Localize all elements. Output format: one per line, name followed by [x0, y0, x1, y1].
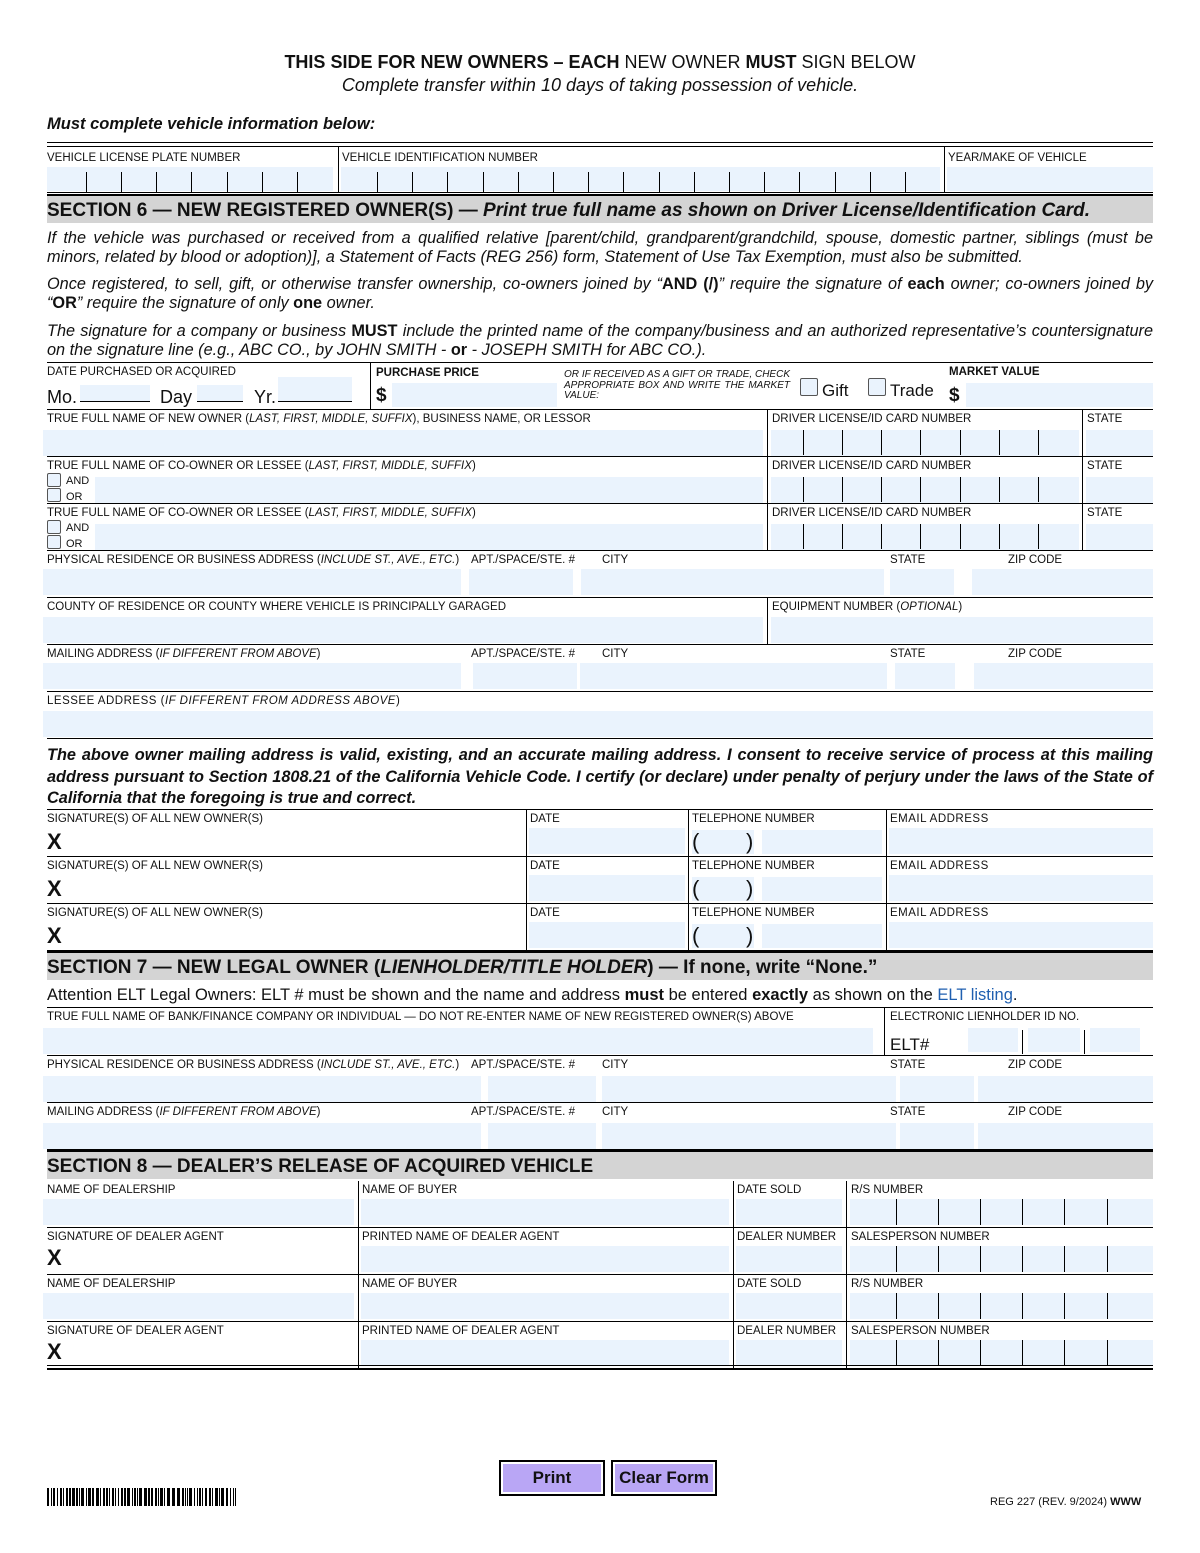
dl-state-input[interactable]: [1086, 524, 1153, 550]
elt-input-1[interactable]: [968, 1028, 1018, 1052]
area-close-paren: ): [746, 876, 754, 901]
and-label: AND: [66, 475, 90, 487]
market-dollar: $: [949, 385, 960, 406]
signature-x: X: [47, 923, 62, 948]
rs-number-label: R/S NUMBER: [851, 1278, 924, 1290]
lien-state-label: STATE: [890, 1059, 926, 1071]
salesperson-number-label: SALESPERSON NUMBER: [851, 1231, 990, 1243]
business-signature-note: The signature for a company or business MUST include the printed name of the company/business and an authorized representative’s countersignature on the signature line (e.g., ABC CO., by JOHN SMITH - or - JOSEPH SMITH for ABC CO.).: [47, 322, 1154, 359]
coowner-name-input[interactable]: [95, 524, 763, 550]
barcode-bar: [148, 1488, 150, 1506]
phone-input[interactable]: [762, 877, 882, 901]
barcode-bar: [209, 1488, 211, 1506]
barcode-bar: [112, 1488, 114, 1506]
barcode-bar: [221, 1488, 224, 1506]
sig-date-label: DATE: [530, 860, 560, 872]
city-label: CITY: [602, 554, 629, 566]
form-heading: THIS SIDE FOR NEW OWNERS – EACH NEW OWNER MUST SIGN BELOW: [284, 52, 916, 72]
market-value-input[interactable]: [966, 383, 1153, 407]
dealership-label: NAME OF DEALERSHIP: [47, 1184, 176, 1196]
mail-state-input[interactable]: [895, 663, 955, 689]
email-input[interactable]: [889, 828, 1153, 854]
area-code-input[interactable]: [692, 924, 754, 948]
email-input[interactable]: [889, 875, 1153, 901]
state-input[interactable]: [890, 569, 954, 595]
vin-input[interactable]: [341, 167, 940, 191]
barcode-bar: [124, 1488, 126, 1506]
email-input[interactable]: [889, 922, 1153, 948]
email-label: EMAIL ADDRESS: [890, 813, 989, 825]
barcode-bar: [197, 1488, 198, 1506]
month-label: Mo.: [47, 387, 78, 407]
signature-x: X: [47, 829, 62, 854]
mail-apt-label: APT./SPACE/STE. #: [471, 648, 575, 660]
barcode-bar: [118, 1488, 119, 1506]
gift-label: Gift: [822, 381, 849, 400]
dealership-input[interactable]: [43, 1293, 354, 1319]
section-6-header: SECTION 6 — NEW REGISTERED OWNER(S) — Print true full name as shown on Driver License/Identification Card.: [47, 194, 1153, 223]
lien-apt-label: APT./SPACE/STE. #: [471, 1106, 575, 1118]
owner-name-label: TRUE FULL NAME OF NEW OWNER (LAST, FIRST, MIDDLE, SUFFIX), BUSINESS NAME, OR LESSOR: [47, 413, 591, 425]
dl-number-label: DRIVER LICENSE/ID CARD NUMBER: [772, 507, 972, 519]
purchase-price-label: PURCHASE PRICE: [376, 367, 479, 379]
coowner-name-label: TRUE FULL NAME OF CO-OWNER OR LESSEE (LAST, FIRST, MIDDLE, SUFFIX): [47, 460, 476, 472]
lien-city-label: CITY: [602, 1059, 629, 1071]
barcode-bar: [160, 1488, 163, 1506]
barcode-bar: [53, 1488, 55, 1506]
owner-name-input[interactable]: [43, 430, 763, 456]
phone-input[interactable]: [762, 830, 882, 854]
owner-signature-line[interactable]: [70, 924, 520, 950]
agent-name-input[interactable]: [361, 1340, 729, 1366]
dealer-number-label: DEALER NUMBER: [737, 1231, 837, 1243]
barcode-bar: [96, 1488, 99, 1506]
barcode-bar: [88, 1488, 91, 1506]
lien-state-input[interactable]: [900, 1123, 974, 1149]
signature-x: X: [47, 876, 62, 901]
day-input[interactable]: [197, 385, 243, 402]
barcode-bar: [51, 1488, 52, 1506]
barcode-bar: [164, 1488, 165, 1506]
area-close-paren: ): [746, 829, 754, 854]
area-open-paren: (: [692, 829, 700, 854]
phone-label: TELEPHONE NUMBER: [692, 907, 815, 919]
barcode-bar: [230, 1488, 231, 1506]
barcode-bar: [115, 1488, 116, 1506]
form-id: REG 227 (REV. 9/2024) WWW: [990, 1496, 1142, 1508]
lien-zip-input[interactable]: [978, 1076, 1153, 1102]
email-label: EMAIL ADDRESS: [890, 860, 989, 872]
barcode-bar: [151, 1488, 153, 1506]
dealer-number-input[interactable]: [736, 1246, 842, 1272]
barcode-bar: [72, 1488, 75, 1506]
equipment-label: EQUIPMENT NUMBER (OPTIONAL): [772, 601, 963, 613]
physical-address-label: PHYSICAL RESIDENCE OR BUSINESS ADDRESS (INCLUDE ST., AVE., ETC.): [47, 554, 460, 566]
dl-number-label: DRIVER LICENSE/ID CARD NUMBER: [772, 460, 972, 472]
lien-apt-input[interactable]: [488, 1076, 596, 1102]
print-button[interactable]: Print: [499, 1460, 605, 1496]
lien-city-input[interactable]: [602, 1123, 896, 1149]
gift-trade-note: OR IF RECEIVED AS A GIFT OR TRADE, CHECK APPROPRIATE BOX AND WRITE THE MARKET VALUE:: [564, 369, 790, 401]
year-input[interactable]: [278, 377, 352, 402]
purchase-price-input[interactable]: [392, 383, 557, 407]
lessee-address-label: LESSEE ADDRESS (IF DIFFERENT FROM ADDRESS ABOVE): [47, 695, 401, 707]
sig-date-label: DATE: [530, 813, 560, 825]
barcode-bar: [57, 1488, 58, 1506]
lien-address-input[interactable]: [43, 1076, 481, 1102]
barcode-bar: [172, 1488, 175, 1506]
or-checkbox[interactable]: [47, 488, 61, 502]
barcode-bar: [60, 1488, 62, 1506]
barcode-bar: [127, 1488, 130, 1506]
rs-number-label: R/S NUMBER: [851, 1184, 924, 1196]
and-label: AND: [66, 522, 90, 534]
or-label: OR: [66, 538, 83, 550]
dealership-label: NAME OF DEALERSHIP: [47, 1278, 176, 1290]
dl-number-label: DRIVER LICENSE/ID CARD NUMBER: [772, 413, 972, 425]
sig-date-input[interactable]: [529, 828, 685, 854]
state-label: STATE: [890, 554, 926, 566]
mail-apt-input[interactable]: [473, 663, 577, 689]
barcode-bar: [81, 1488, 84, 1506]
sig-date-input[interactable]: [529, 875, 685, 901]
elt-prefix: ELT#: [890, 1035, 930, 1054]
salesperson-number-label: SALESPERSON NUMBER: [851, 1325, 990, 1337]
date-sold-input[interactable]: [736, 1199, 842, 1225]
lessee-address-input[interactable]: [43, 711, 1153, 737]
or-label: OR: [66, 491, 83, 503]
barcode-bar: [233, 1488, 234, 1506]
barcode-bar: [47, 1488, 49, 1506]
agent-name-label: PRINTED NAME OF DEALER AGENT: [362, 1325, 560, 1337]
barcode-bar: [63, 1488, 64, 1506]
barcode-bar: [199, 1488, 201, 1506]
lien-zip-label: ZIP CODE: [1008, 1106, 1063, 1118]
sig-date-label: DATE: [530, 907, 560, 919]
agent-signature-line[interactable]: [70, 1340, 350, 1366]
lienholder-address-label: PHYSICAL RESIDENCE OR BUSINESS ADDRESS (INCLUDE ST., AVE., ETC.): [47, 1059, 460, 1071]
dl-state-label: STATE: [1087, 460, 1123, 472]
dl-number-input[interactable]: [771, 430, 1079, 456]
barcode-bar: [177, 1488, 180, 1506]
agent-name-label: PRINTED NAME OF DEALER AGENT: [362, 1231, 560, 1243]
vehicle-info-note: Must complete vehicle information below:: [47, 115, 376, 133]
section-7-header: SECTION 7 — NEW LEGAL OWNER (LIENHOLDER/TITLE HOLDER) — If none, write “None.”: [47, 951, 1153, 980]
barcode-bar: [182, 1488, 184, 1506]
barcode-bar: [79, 1488, 80, 1506]
buyer-input[interactable]: [361, 1293, 729, 1319]
mail-state-label: STATE: [890, 648, 926, 660]
market-value-label: MARKET VALUE: [949, 366, 1040, 378]
elt-id-label: ELECTRONIC LIENHOLDER ID NO.: [890, 1011, 1080, 1023]
mail-city-label: CITY: [602, 648, 629, 660]
dealership-input[interactable]: [43, 1199, 354, 1225]
buyer-label: NAME OF BUYER: [362, 1278, 458, 1290]
area-open-paren: (: [692, 923, 700, 948]
month-input[interactable]: [80, 385, 150, 402]
plate-label: VEHICLE LICENSE PLATE NUMBER: [47, 152, 241, 164]
year-label: Yr.: [254, 387, 277, 407]
barcode-bar: [185, 1488, 186, 1506]
lien-address-input[interactable]: [43, 1123, 481, 1149]
section-8-header: SECTION 8 — DEALER’S RELEASE OF ACQUIRED VEHICLE: [47, 1150, 1153, 1179]
vin-label: VEHICLE IDENTIFICATION NUMBER: [342, 152, 538, 164]
barcode-bar: [106, 1488, 108, 1506]
county-input[interactable]: [43, 617, 763, 643]
dl-state-label: STATE: [1087, 507, 1123, 519]
barcode-bar: [187, 1488, 188, 1506]
area-code-input[interactable]: [692, 830, 754, 854]
zip-input[interactable]: [972, 569, 1153, 595]
area-open-paren: (: [692, 876, 700, 901]
mail-city-input[interactable]: [580, 663, 887, 689]
barcode-bar: [69, 1488, 71, 1506]
year-make-label: YEAR/MAKE OF VEHICLE: [948, 152, 1087, 164]
area-close-paren: ): [746, 923, 754, 948]
barcode-bar: [158, 1488, 159, 1506]
lien-apt-input[interactable]: [488, 1123, 596, 1149]
mailing-address-input[interactable]: [43, 663, 461, 689]
elt-input-3[interactable]: [1090, 1028, 1140, 1052]
barcode-bar: [219, 1488, 220, 1506]
barcode-bar: [235, 1488, 236, 1506]
lien-zip-input[interactable]: [978, 1123, 1153, 1149]
barcode-bar: [76, 1488, 78, 1506]
owner-signature-label: SIGNATURE(S) OF ALL NEW OWNER(S): [47, 907, 263, 919]
certification-text: The above owner mailing address is valid, existing, and an accurate mailing address. I consent to receive service of process at this mailing address pursuant to Section 1808.21 of the California Vehicle Code. I certify (or declare) under penalty of perjury under the laws of the State of California that the foregoing is true and correct.: [47, 746, 1153, 807]
elt-input-2[interactable]: [1028, 1028, 1080, 1052]
dealer-number-label: DEALER NUMBER: [737, 1325, 837, 1337]
dl-number-input[interactable]: [771, 477, 1079, 503]
trade-label: Trade: [890, 381, 934, 400]
lien-city-label: CITY: [602, 1106, 629, 1118]
day-label: Day: [160, 387, 193, 407]
barcode-bar: [139, 1488, 142, 1506]
barcode-bar: [134, 1488, 136, 1506]
barcode-bar: [109, 1488, 110, 1506]
mail-zip-input[interactable]: [974, 663, 1153, 689]
coowner-name-input[interactable]: [95, 477, 763, 503]
and-checkbox[interactable]: [47, 520, 61, 534]
bank-name-label: TRUE FULL NAME OF BANK/FINANCE COMPANY OR INDIVIDUAL — DO NOT RE-ENTER NAME OF NEW REGISTERED OWNER(S) ABOVE: [47, 1011, 794, 1023]
agent-signature-line[interactable]: [70, 1246, 350, 1272]
barcode-bar: [155, 1488, 157, 1506]
apt-label: APT./SPACE/STE. #: [471, 554, 575, 566]
barcode-bar: [189, 1488, 192, 1506]
barcode-bar: [202, 1488, 203, 1506]
buyer-input[interactable]: [361, 1199, 729, 1225]
city-input[interactable]: [581, 569, 884, 595]
gift-checkbox[interactable]: [800, 378, 818, 396]
coowner-note: Once registered, to sell, gift, or otherwise transfer ownership, co-owners joined by “AND (/)” require the signature of each owner; co-owners joined by “OR” require the signature of only one owner.: [47, 275, 1154, 312]
barcode-bar: [167, 1488, 170, 1506]
barcode-bar: [137, 1488, 138, 1506]
trade-checkbox[interactable]: [868, 378, 886, 396]
phone-input[interactable]: [762, 924, 882, 948]
agent-signature-label: SIGNATURE OF DEALER AGENT: [47, 1231, 224, 1243]
dl-state-label: STATE: [1087, 413, 1123, 425]
buyer-label: NAME OF BUYER: [362, 1184, 458, 1196]
barcode-bar: [121, 1488, 123, 1506]
equipment-input[interactable]: [771, 617, 1153, 643]
agent-name-input[interactable]: [361, 1246, 729, 1272]
date-sold-input[interactable]: [736, 1293, 842, 1319]
apt-input[interactable]: [469, 569, 573, 595]
date-sold-label: DATE SOLD: [737, 1278, 802, 1290]
barcode-bar: [226, 1488, 228, 1506]
and-checkbox[interactable]: [47, 473, 61, 487]
sig-date-input[interactable]: [529, 922, 685, 948]
area-code-input[interactable]: [692, 877, 754, 901]
plate-input[interactable]: [47, 167, 333, 191]
lienholder-mailing-label: MAILING ADDRESS (IF DIFFERENT FROM ABOVE): [47, 1106, 321, 1118]
lien-zip-label: ZIP CODE: [1008, 1059, 1063, 1071]
owner-signature-line[interactable]: [70, 877, 520, 903]
lien-apt-label: APT./SPACE/STE. #: [471, 1059, 575, 1071]
barcode-bar: [100, 1488, 101, 1506]
address-input[interactable]: [43, 569, 461, 595]
or-checkbox[interactable]: [47, 535, 61, 549]
email-label: EMAIL ADDRESS: [890, 907, 989, 919]
agent-signature-label: SIGNATURE OF DEALER AGENT: [47, 1325, 224, 1337]
barcode-bar: [86, 1488, 87, 1506]
barcode: [47, 1488, 239, 1506]
owner-signature-label: SIGNATURE(S) OF ALL NEW OWNER(S): [47, 860, 263, 872]
date-purchased-label: DATE PURCHASED OR ACQUIRED: [47, 366, 236, 378]
dl-state-input[interactable]: [1086, 477, 1153, 503]
price-dollar: $: [376, 385, 387, 406]
bank-name-input[interactable]: [43, 1028, 873, 1054]
relative-note: If the vehicle was purchased or received from a qualified relative [parent/child, grandparent/grandchild, spouse, domestic partner, siblings (must be minors, related by blood or adoption)], a Statement of Facts (REG 256) form, Statement of Use Tax Exemption, must also be submitted.: [47, 229, 1153, 266]
date-sold-label: DATE SOLD: [737, 1184, 802, 1196]
dl-number-input[interactable]: [771, 524, 1079, 550]
barcode-bar: [92, 1488, 94, 1506]
owner-signature-label: SIGNATURE(S) OF ALL NEW OWNER(S): [47, 813, 263, 825]
zip-label: ZIP CODE: [1008, 554, 1063, 566]
elt-attention: Attention ELT Legal Owners: ELT # must be shown and the name and address must be entered exactly as shown on the ELT listing.: [47, 986, 1018, 1004]
barcode-bar: [205, 1488, 207, 1506]
mailing-address-label: MAILING ADDRESS (IF DIFFERENT FROM ABOVE): [47, 648, 321, 660]
lien-city-input[interactable]: [602, 1076, 896, 1102]
barcode-bar: [212, 1488, 213, 1506]
phone-label: TELEPHONE NUMBER: [692, 813, 815, 825]
elt-listing-link[interactable]: ELT listing: [937, 986, 1013, 1004]
lien-state-input[interactable]: [900, 1076, 974, 1102]
barcode-bar: [103, 1488, 105, 1506]
mail-zip-label: ZIP CODE: [1008, 648, 1063, 660]
dealer-signature-x: X: [47, 1245, 62, 1270]
dealer-number-input[interactable]: [736, 1340, 842, 1366]
clear-form-button[interactable]: Clear Form: [611, 1460, 717, 1496]
county-label: COUNTY OF RESIDENCE OR COUNTY WHERE VEHICLE IS PRINCIPALLY GARAGED: [47, 601, 507, 613]
barcode-bar: [215, 1488, 218, 1506]
year-make-input[interactable]: [947, 167, 1153, 191]
owner-signature-line[interactable]: [70, 830, 520, 856]
coowner-name-label: TRUE FULL NAME OF CO-OWNER OR LESSEE (LAST, FIRST, MIDDLE, SUFFIX): [47, 507, 476, 519]
barcode-bar: [144, 1488, 147, 1506]
dealer-signature-x: X: [47, 1339, 62, 1364]
form-subheading: Complete transfer within 10 days of taking possession of vehicle.: [341, 75, 859, 95]
dl-state-input[interactable]: [1086, 430, 1153, 456]
phone-label: TELEPHONE NUMBER: [692, 860, 815, 872]
lien-state-label: STATE: [890, 1106, 926, 1118]
barcode-bar: [132, 1488, 133, 1506]
barcode-bar: [66, 1488, 68, 1506]
barcode-bar: [194, 1488, 195, 1506]
